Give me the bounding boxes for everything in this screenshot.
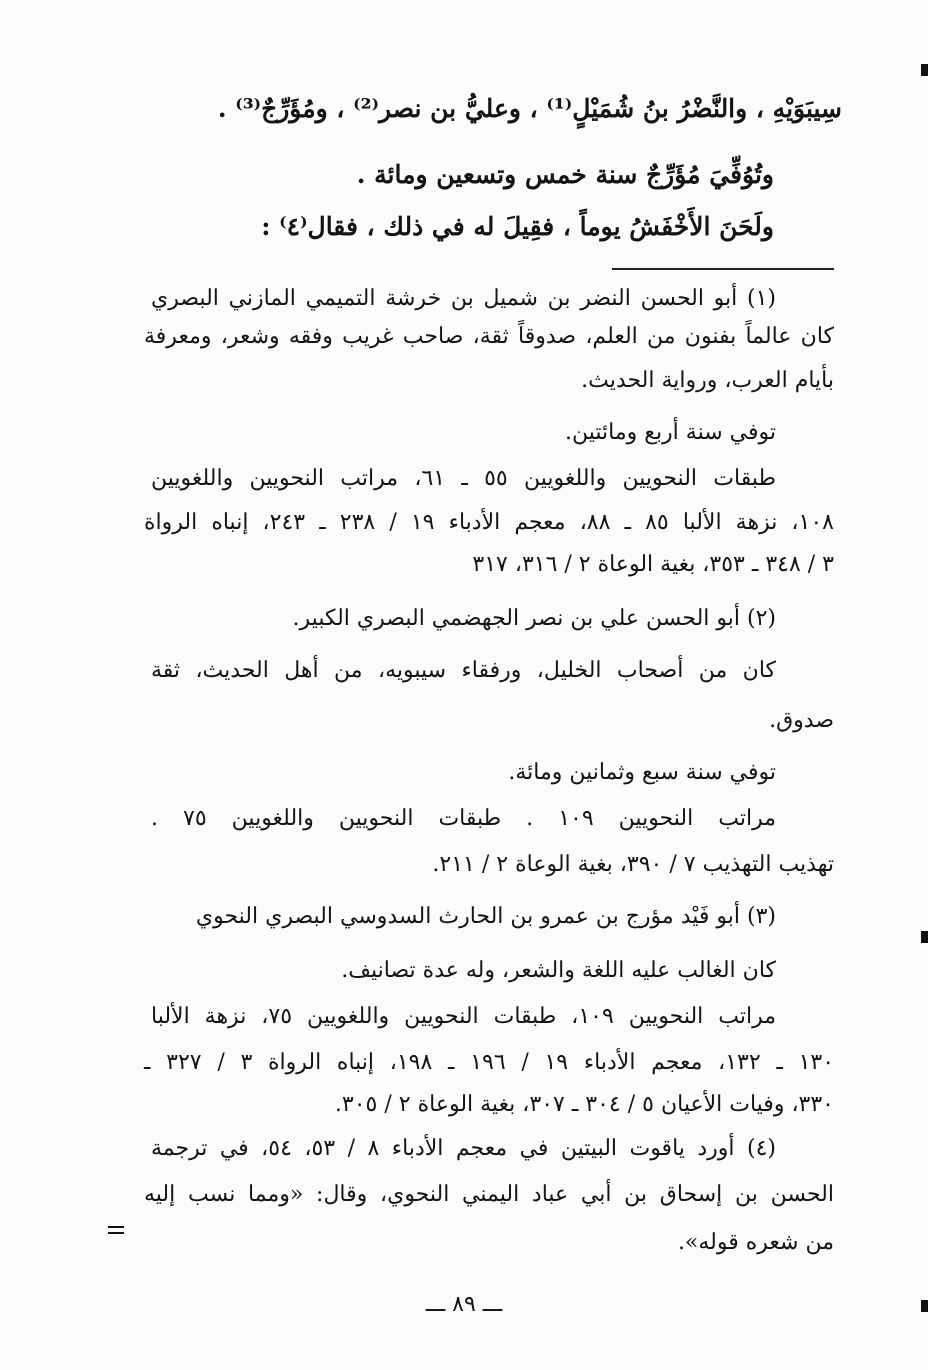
footnote-3-line-2: كان الغالب عليه اللغة والشعر، وله عدة تصانيف. — [341, 958, 776, 983]
footnote-2-line-4: توفي سنة سبع وثمانين ومائة. — [508, 760, 776, 785]
footnote-2-line-1: (٢) أبو الحسن علي بن نصر الجهضمي البصري الكبير. — [292, 606, 776, 631]
footnote-1-line-5: طبقات النحويين واللغويين ٥٥ ـ ٦١، مراتب النحويين واللغويين — [151, 466, 776, 491]
footnote-4-line-2: الحسن بن إسحاق بن أبي عباد اليمني النحوي، وقال: «ومما نسب إليه — [144, 1182, 834, 1207]
main-text-line-3: ولَحَنَ الأَخْفَشُ يوماً ، فقِيلَ له في ذلك ، فقال⁽٤⁾ : — [261, 212, 774, 241]
footnote-3-line-3: مراتب النحويين ١٠٩، طبقات النحويين واللغويين ٧٥، نزهة الألبا — [151, 1004, 777, 1029]
main-text-line-1: سِيبَوَيْهِ ، والنَّضْرُ بنُ شُمَيْلٍ⁽¹⁾ ، وعليُّ بن نصر⁽²⁾ ، ومُؤَرِّجٌ⁽³⁾ . — [217, 94, 842, 123]
footnote-3-line-5: ٣٣٠، وفيات الأعيان ٥ / ٣٠٤ ـ ٣٠٧، بغية الوعاة ٢ / ٣٠٥. — [334, 1092, 834, 1117]
scan-edge-mark — [108, 1226, 124, 1228]
footnote-2-line-5: مراتب النحويين ١٠٩ . طبقات النحويين واللغويين ٧٥ . — [151, 806, 776, 831]
scan-edge-mark — [108, 1232, 124, 1234]
page-number: ـــ ٨٩ ـــ — [425, 1292, 503, 1317]
footnote-2-line-2: كان من أصحاب الخليل، ورفقاء سيبويه، من أهل الحديث، ثقة — [151, 658, 776, 683]
footnote-2-line-3: صدوق. — [769, 708, 834, 733]
footnote-1-line-4: توفي سنة أربع ومائتين. — [564, 420, 776, 445]
scan-edge-mark — [921, 931, 928, 943]
footnote-1-line-3: بأيام العرب، ورواية الحديث. — [581, 368, 834, 393]
main-text-line-2: وتُوُفِّيَ مُؤَرِّجٌ سنة خمس وتسعين ومائة . — [356, 160, 774, 189]
footnote-separator — [612, 268, 834, 270]
footnote-3-line-4: ١٣٠ ـ ١٣٢، معجم الأدباء ١٩ / ١٩٦ ـ ١٩٨، إنباه الرواة ٣ / ٣٢٧ ـ — [144, 1050, 835, 1075]
scan-edge-mark — [921, 64, 928, 76]
footnote-2-line-6: تهذيب التهذيب ٧ / ٣٩٠، بغية الوعاة ٢ / ٢١١. — [432, 852, 834, 877]
footnote-4-line-3: من شعره قوله». — [677, 1230, 834, 1255]
footnote-1-line-6: ١٠٨، نزهة الألبا ٨٥ ـ ٨٨، معجم الأدباء ١٩ / ٢٣٨ ـ ٢٤٣، إنباه الرواة — [144, 510, 834, 535]
footnote-1-line-7: ٣ / ٣٤٨ ـ ٣٥٣، بغية الوعاة ٢ / ٣١٦، ٣١٧ — [472, 552, 834, 577]
scan-edge-mark — [921, 1300, 928, 1312]
footnote-1-line-2: كان عالماً بفنون من العلم، صدوقاً ثقة، صاحب غريب وفقه وشعر، ومعرفة — [144, 324, 834, 349]
footnote-3-line-1: (٣) أبو فَيْد مؤرج بن عمرو بن الحارث السدوسي البصري النحوي — [195, 904, 776, 929]
footnote-1-line-1: (١) أبو الحسن النضر بن شميل بن خرشة التميمي المازني البصري — [151, 286, 776, 311]
footnote-4-line-1: (٤) أورد ياقوت البيتين في معجم الأدباء ٨ / ٥٣، ٥٤، في ترجمة — [151, 1136, 777, 1161]
